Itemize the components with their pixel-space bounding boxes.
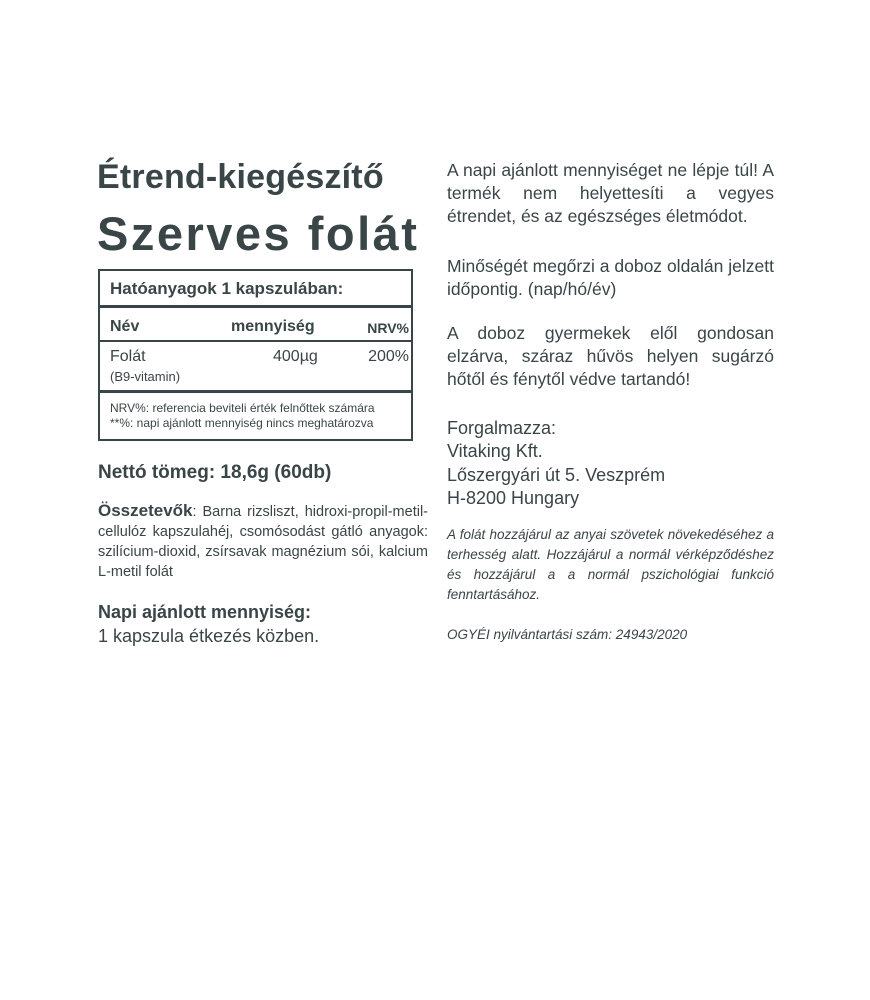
row-amount: 400µg [273,348,318,365]
warning-storage: A doboz gyermekek elől gondosan elzárva, száraz hűvös helyen sugárzó hőtől és fénytől védve tartandó! [447,323,774,389]
row-name-sub: (B9-vitamin) [110,369,181,384]
distributor-postal: H-8200 Hungary [447,488,580,508]
warning-dosage: A napi ajánlott mennyiséget ne lépje túl! A termék nem helyettesíti a vegyes étrendet, és az egészséges életmódot. [447,160,774,226]
column-header-amount: mennyiség [231,318,315,335]
registration-number: OGYÉI nyilvántartási szám: 24943/2020 [447,627,688,642]
table-rule-header [100,340,411,342]
distributor-label: Forgalmazza: [447,418,557,438]
footnote: **%: napi ajánlott mennyiség nincs meghatározva [110,416,374,430]
column-header-nrv: NRV% [367,320,409,336]
ingredients [98,501,428,582]
column-header-name: Név [110,318,140,335]
distributor-address: Lőszergyári út 5. Veszprém [447,465,666,485]
daily-dose-label: Napi ajánlott mennyiség: [98,602,312,622]
row-nrv: 200% [368,348,409,365]
health-claim: A folát hozzájárul az anyai szövetek növekedéséhez a terhesség alatt. Hozzájárul a normál vérképződéshez és hozzájárul a a normál pszichológiai funkció fenntartásához. [447,527,774,602]
daily-dose-value: 1 kapszula étkezés közben. [98,626,320,646]
ingredients-label: Összetevők [98,501,193,520]
ingredients-text: : Barna rizsliszt, hidroxi-propil-metil-cellulóz kapszulahéj, csomósodást gátló anyagok: szilícium-dioxid, zsírsavak magnézium sói, kalcium L-metil folát [98,504,428,580]
footnote: NRV%: referencia beviteli érték felnőttek számára [110,401,375,415]
table-rule-bottom [100,390,411,393]
row-name: Folát [110,348,146,365]
distributor-name: Vitaking Kft. [447,441,543,461]
table-title: Hatóanyagok 1 kapszulában: [110,279,344,298]
table-rule-top [100,305,411,308]
active-ingredients-table [98,269,413,441]
net-weight: Nettó tömeg: 18,6g (60db) [98,462,332,483]
product-name: Szerves folát [97,207,420,260]
warning-best-before: Minőségét megőrzi a doboz oldalán jelzett időpontig. (nap/hó/év) [447,256,774,299]
product-category: Étrend-kiegészítő [97,158,384,196]
